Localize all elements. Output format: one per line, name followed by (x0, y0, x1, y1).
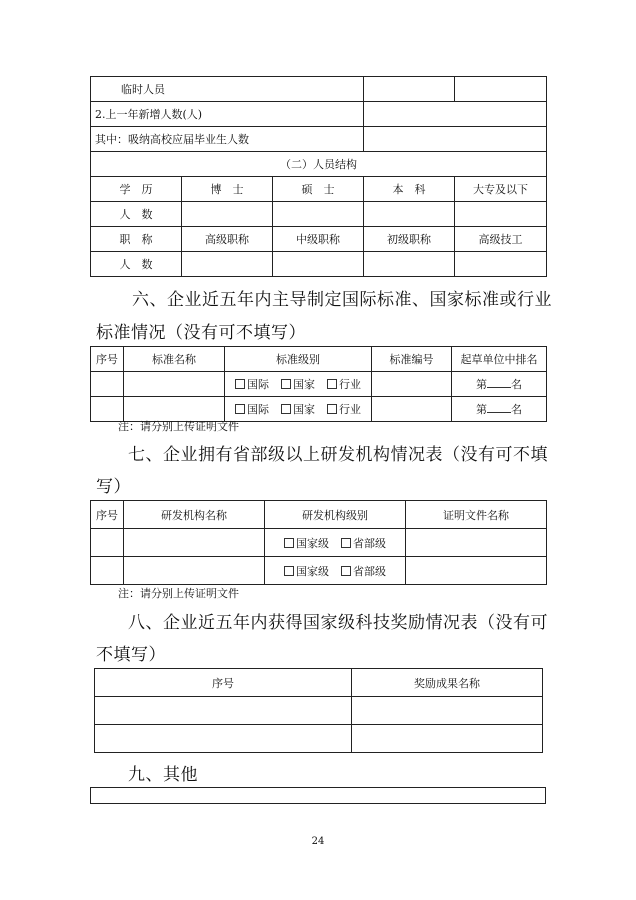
checkbox-icon (341, 566, 351, 576)
new-hires-cell[interactable] (364, 102, 547, 127)
page-number: 24 (311, 836, 325, 847)
title-count-cell[interactable] (364, 252, 455, 277)
edu-master: 硕 士 (273, 177, 364, 202)
checkbox-icon (284, 566, 294, 576)
institution-level-cell (265, 557, 406, 585)
title-count-cell[interactable] (273, 252, 364, 277)
graduates-label: 其中：吸纳高校应届毕业生人数 (91, 127, 364, 152)
education-label: 学 历 (91, 177, 182, 202)
standards-table (90, 346, 547, 422)
section6-note: 注：请分别上传证明文件 (118, 420, 239, 433)
edu-count-label: 人 数 (91, 202, 182, 227)
checkbox-national[interactable]: 国家 (281, 378, 315, 391)
standard-name-cell[interactable] (124, 372, 225, 397)
checkbox-icon (281, 379, 291, 389)
institution-level-cell (265, 529, 406, 557)
award-name-cell[interactable] (352, 697, 543, 725)
edu-count-cell[interactable] (273, 202, 364, 227)
award-name-cell[interactable] (352, 725, 543, 753)
rd-institutions-table (90, 500, 547, 585)
checkbox-icon (341, 538, 351, 548)
title-senior: 高级职称 (182, 227, 273, 252)
section9-heading: 九、其他 (128, 765, 198, 785)
col-institution-level: 研发机构级别 (265, 501, 406, 529)
index-cell[interactable] (91, 372, 124, 397)
other-cell[interactable] (91, 788, 546, 804)
col-index: 序号 (95, 669, 352, 697)
section6-heading-line1: 六、企业近五年内主导制定国际标准、国家标准或行业 (132, 290, 552, 310)
standard-level-cell (225, 372, 372, 397)
index-cell[interactable] (95, 725, 352, 753)
edu-bachelor: 本 科 (364, 177, 455, 202)
job-title-label: 职 称 (91, 227, 182, 252)
new-hires-label: 2.上一年新增人数(人) (91, 102, 364, 127)
rank-cell[interactable]: 第 名 (452, 397, 547, 422)
graduates-cell[interactable] (364, 127, 547, 152)
col-standard-name: 标准名称 (124, 347, 225, 372)
title-count-cell[interactable] (455, 252, 547, 277)
col-award-name: 奖励成果名称 (352, 669, 543, 697)
checkbox-industry[interactable]: 行业 (327, 403, 361, 416)
certificate-name-cell[interactable] (406, 529, 547, 557)
col-drafting-rank: 起草单位中排名 (452, 347, 547, 372)
institution-name-cell[interactable] (124, 557, 265, 585)
rank-blank[interactable] (487, 403, 511, 413)
rank-blank[interactable] (487, 378, 511, 388)
title-count-cell[interactable] (182, 252, 273, 277)
checkbox-national-level[interactable]: 国家级 (284, 537, 329, 550)
standard-level-cell (225, 397, 372, 422)
section7-heading-line1: 七、企业拥有省部级以上研发机构情况表（没有可不填 (128, 445, 548, 465)
standard-number-cell[interactable] (372, 397, 452, 422)
edu-count-cell[interactable] (182, 202, 273, 227)
checkbox-industry[interactable]: 行业 (327, 378, 361, 391)
certificate-name-cell[interactable] (406, 557, 547, 585)
edu-count-cell[interactable] (455, 202, 547, 227)
title-count-label: 人 数 (91, 252, 182, 277)
checkbox-icon (327, 379, 337, 389)
col-certificate-name: 证明文件名称 (406, 501, 547, 529)
title-technician: 高级技工 (455, 227, 547, 252)
edu-count-cell[interactable] (364, 202, 455, 227)
section6-heading-line2: 标准情况（没有可不填写） (96, 323, 306, 343)
awards-table (94, 668, 543, 753)
checkbox-icon (281, 404, 291, 414)
checkbox-icon (235, 379, 245, 389)
title-junior: 初级职称 (364, 227, 455, 252)
temp-staff-cell-2[interactable] (455, 77, 547, 102)
section7-note: 注：请分别上传证明文件 (118, 587, 239, 600)
temp-staff-cell-1[interactable] (364, 77, 455, 102)
checkbox-icon (327, 404, 337, 414)
checkbox-provincial-level[interactable]: 省部级 (341, 537, 386, 550)
checkbox-national[interactable]: 国家 (281, 403, 315, 416)
title-middle: 中级职称 (273, 227, 364, 252)
index-cell[interactable] (95, 697, 352, 725)
standard-number-cell[interactable] (372, 372, 452, 397)
col-institution-name: 研发机构名称 (124, 501, 265, 529)
checkbox-icon (235, 404, 245, 414)
other-table (90, 787, 546, 804)
personnel-table (90, 76, 547, 177)
section7-heading-line2: 写） (96, 477, 131, 497)
structure-title: （二）人员结构 (91, 152, 547, 177)
index-cell[interactable] (91, 529, 124, 557)
checkbox-national-level[interactable]: 国家级 (284, 565, 329, 578)
temp-staff-label: 临时人员 (91, 77, 364, 102)
edu-college: 大专及以下 (455, 177, 547, 202)
edu-doctorate: 博 士 (182, 177, 273, 202)
rank-cell[interactable]: 第 名 (452, 372, 547, 397)
section8-heading-line1: 八、企业近五年内获得国家级科技奖励情况表（没有可 (128, 613, 548, 633)
checkbox-icon (284, 538, 294, 548)
section8-heading-line2: 不填写） (96, 645, 166, 665)
index-cell[interactable] (91, 557, 124, 585)
checkbox-provincial-level[interactable]: 省部级 (341, 565, 386, 578)
col-index: 序号 (91, 347, 124, 372)
institution-name-cell[interactable] (124, 529, 265, 557)
col-standard-number: 标准编号 (372, 347, 452, 372)
checkbox-international[interactable]: 国际 (235, 378, 269, 391)
col-standard-level: 标准级别 (225, 347, 372, 372)
structure-table (90, 176, 547, 277)
col-index: 序号 (91, 501, 124, 529)
checkbox-international[interactable]: 国际 (235, 403, 269, 416)
